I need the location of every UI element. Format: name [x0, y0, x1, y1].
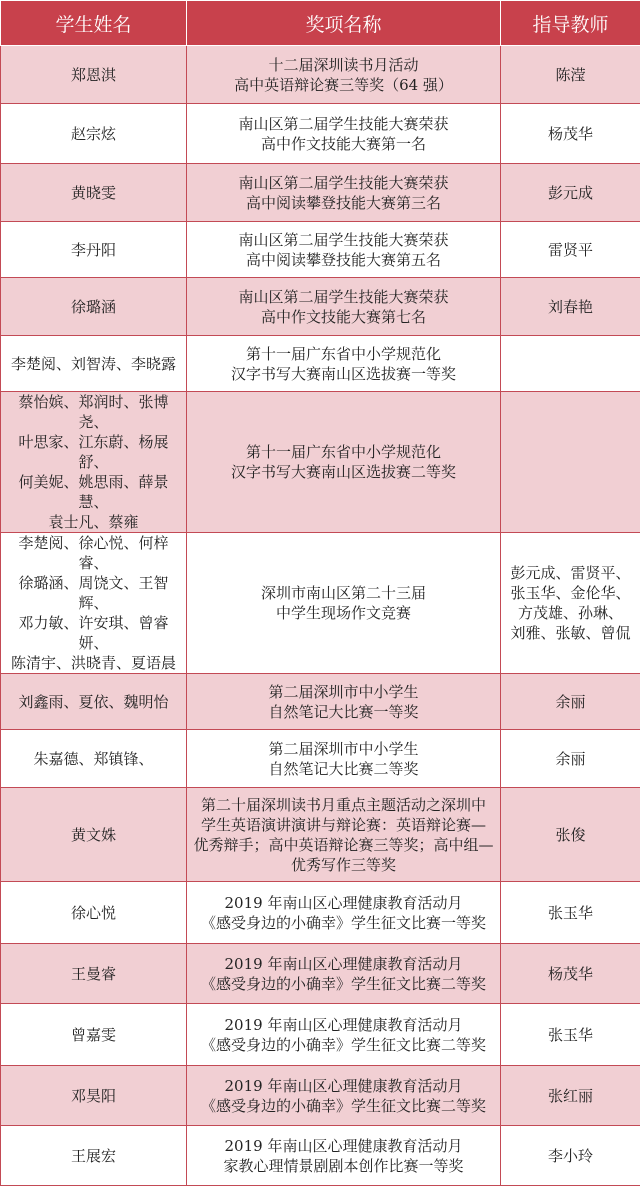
- student-cell: 郑恩淇: [1, 46, 187, 104]
- table-row: [1, 164, 640, 222]
- teacher-cell: 余丽: [501, 730, 640, 788]
- teacher-cell: 余丽: [501, 674, 640, 730]
- teacher-cell: 张红丽: [501, 1066, 640, 1126]
- teacher-cell: [501, 336, 640, 392]
- table-row: [1, 1066, 640, 1126]
- award-cell: 2019 年南山区心理健康教育活动月 《感受身边的小确幸》学生征文比赛二等奖: [187, 944, 501, 1004]
- table-row: [1, 944, 640, 1004]
- student-cell: 赵宗炫: [1, 104, 187, 164]
- table-row: [1, 104, 640, 164]
- table-row: [1, 46, 640, 104]
- header-row: [1, 1, 640, 46]
- header-award: 奖项名称: [187, 1, 501, 46]
- table-row: [1, 278, 640, 336]
- teacher-cell: 张俊: [501, 788, 640, 882]
- table-row: [1, 533, 640, 674]
- teacher-cell: 李小玲: [501, 1126, 640, 1186]
- teacher-cell: 张玉华: [501, 1004, 640, 1066]
- award-cell: 第二十届深圳读书月重点主题活动之深圳中 学生英语演讲演讲与辩论赛：英语辩论赛— 优秀辩手；高中英语辩论赛三等奖；高中组— 优秀写作三等奖: [187, 788, 501, 882]
- award-cell: 南山区第二届学生技能大赛荣获 高中作文技能大赛第七名: [187, 278, 501, 336]
- table-body: [1, 46, 640, 1186]
- table-row: [1, 788, 640, 882]
- table-row: [1, 730, 640, 788]
- teacher-cell: 杨茂华: [501, 104, 640, 164]
- header-teacher: 指导教师: [501, 1, 640, 46]
- student-cell: 刘鑫雨、夏依、魏明怡: [1, 674, 187, 730]
- student-cell: 邓昊阳: [1, 1066, 187, 1126]
- student-cell: 李楚阅、徐心悦、何梓睿、 徐璐涵、周饶文、王智辉、 邓力敏、许安琪、曾睿妍、 陈清宇、洪晓青、夏语晨: [1, 533, 187, 674]
- award-cell: 2019 年南山区心理健康教育活动月 家教心理情景剧剧本创作比赛一等奖: [187, 1126, 501, 1186]
- student-cell: 王展宏: [1, 1126, 187, 1186]
- award-cell: 第二届深圳市中小学生 自然笔记大比赛一等奖: [187, 674, 501, 730]
- table-row: [1, 674, 640, 730]
- teacher-cell: 雷贤平: [501, 222, 640, 278]
- table-row: [1, 1004, 640, 1066]
- award-cell: 南山区第二届学生技能大赛荣获 高中作文技能大赛第一名: [187, 104, 501, 164]
- award-cell: 南山区第二届学生技能大赛荣获 高中阅读攀登技能大赛第五名: [187, 222, 501, 278]
- student-cell: 王曼睿: [1, 944, 187, 1004]
- award-cell: 第十一届广东省中小学规范化 汉字书写大赛南山区选拔赛二等奖: [187, 392, 501, 533]
- teacher-cell: 杨茂华: [501, 944, 640, 1004]
- student-cell: 曾嘉雯: [1, 1004, 187, 1066]
- student-cell: 朱嘉德、郑镇锋、: [1, 730, 187, 788]
- teacher-cell: 彭元成、雷贤平、 张玉华、金伦华、 方茂雄、孙琳、 刘雅、张敏、曾侃: [501, 533, 640, 674]
- award-cell: 第十一届广东省中小学规范化 汉字书写大赛南山区选拔赛一等奖: [187, 336, 501, 392]
- student-cell: 李楚阅、刘智涛、李晓露: [1, 336, 187, 392]
- student-cell: 黄文姝: [1, 788, 187, 882]
- table-row: [1, 222, 640, 278]
- teacher-cell: 张玉华: [501, 882, 640, 944]
- table-row: [1, 336, 640, 392]
- award-cell: 第二届深圳市中小学生 自然笔记大比赛二等奖: [187, 730, 501, 788]
- student-cell: 黄晓雯: [1, 164, 187, 222]
- award-cell: 南山区第二届学生技能大赛荣获 高中阅读攀登技能大赛第三名: [187, 164, 501, 222]
- teacher-cell: 彭元成: [501, 164, 640, 222]
- teacher-cell: 刘春艳: [501, 278, 640, 336]
- award-cell: 2019 年南山区心理健康教育活动月 《感受身边的小确幸》学生征文比赛二等奖: [187, 1066, 501, 1126]
- header-student: 学生姓名: [1, 1, 187, 46]
- teacher-cell: [501, 392, 640, 533]
- award-cell: 2019 年南山区心理健康教育活动月 《感受身边的小确幸》学生征文比赛一等奖: [187, 882, 501, 944]
- student-cell: 李丹阳: [1, 222, 187, 278]
- teacher-cell: 陈滢: [501, 46, 640, 104]
- table-row: [1, 1126, 640, 1186]
- award-cell: 十二届深圳读书月活动 高中英语辩论赛三等奖（64 强）: [187, 46, 501, 104]
- award-cell: 深圳市南山区第二十三届 中学生现场作文竞赛: [187, 533, 501, 674]
- student-cell: 蔡怡嫔、郑润时、张博尧、 叶思家、江东蔚、杨展舒、 何美妮、姚思雨、薛景慧、 袁士凡、蔡雍: [1, 392, 187, 533]
- table-row: [1, 882, 640, 944]
- award-cell: 2019 年南山区心理健康教育活动月 《感受身边的小确幸》学生征文比赛二等奖: [187, 1004, 501, 1066]
- student-cell: 徐心悦: [1, 882, 187, 944]
- table-row: [1, 392, 640, 533]
- student-cell: 徐璐涵: [1, 278, 187, 336]
